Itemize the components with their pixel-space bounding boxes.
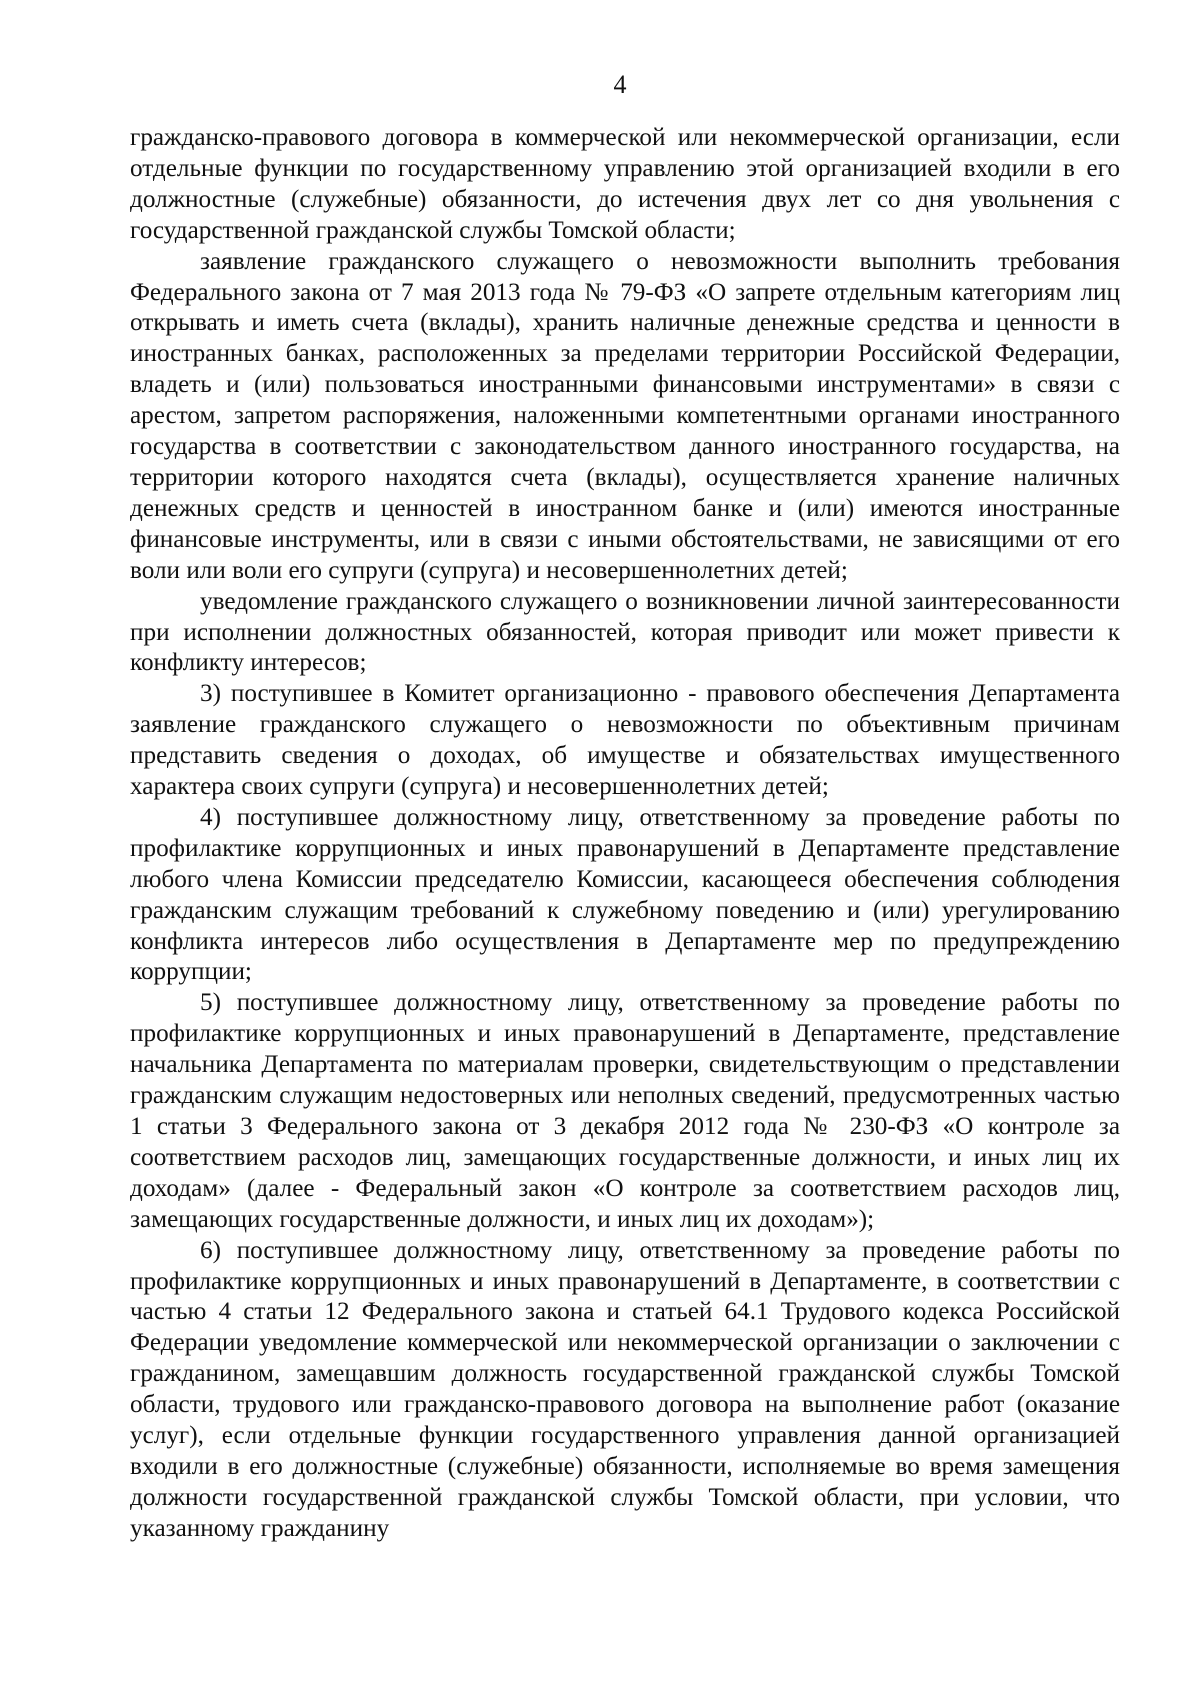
document-body (130, 123, 1120, 1545)
paragraph-notification-conflict: уведомление гражданского служащего о возникновении личной заинтересованности при исполнении должностных обязанностей, которая приводит или может привести к конфликту интересов; (130, 587, 1120, 677)
paragraph-item-4: 4) поступившее должностному лицу, ответственному за проведение работы по профилактике коррупционных и иных правонарушений в Департаменте представление любого члена Комиссии председателю Комиссии, касающееся обеспечения соблюдения гражданским служащим требований к служебному поведению и (или) урегулированию конфликта интересов либо осуществления в Департаменте мер по предупреждению коррупции; (130, 803, 1120, 986)
paragraph-continuation: гражданско-правового договора в коммерческой или некоммерческой организации, если отдельные функции по государственному управлению этой организацией входили в его должностные (служебные) обязанности, до истечения двух лет со дня увольнения с государственной гражданской службы Томской области; (130, 124, 1120, 244)
paragraph-item-6: 6) поступившее должностному лицу, ответственному за проведение работы по профилактике коррупционных и иных правонарушений в Департаменте, в соответствии с частью 4 статьи 12 Федерального закона и статьей 64.1 Трудового кодекса Российской Федерации уведомление коммерческой или некоммерческой организации о заключении с гражданином, замещавшим должность государственной гражданской службы Томской области, трудового или гражданско-правового договора на выполнение работ (оказание услуг), если отдельные функции государственного управления данной организацией входили в его должностные (служебные) обязанности, исполняемые во время замещения должности государственной гражданской службы Томской области, при условии, что указанному гражданину (130, 1236, 1120, 1542)
paragraph-item-3: 3) поступившее в Комитет организационно - правового обеспечения Департамента заявление гражданского служащего о невозможности по объективным причинам представить сведения о доходах, об имуществе и обязательствах имущественного характера своих супруги (супруга) и несовершеннолетних детей; (130, 680, 1120, 801)
paragraph-item-5: 5) поступившее должностному лицу, ответственному за проведение работы по профилактике коррупционных и иных правонарушений в Департаменте, представление начальника Департамента по материалам проверки, свидетельствующим о представлении гражданским служащим недостоверных или неполных сведений, предусмотренных частью 1 статьи 3 Федерального закона от 3 декабря 2012 года № 230-ФЗ «О контроле за соответствием расходов лиц, замещающих государственные должности, и иных лиц их доходам» (далее - Федеральный закон «О контроле за соответствием расходов лиц, замещающих государственные должности, и иных лиц их доходам»); (130, 989, 1120, 1233)
page-number: 4 (613, 70, 627, 99)
paragraph-application-79fz: заявление гражданского служащего о невозможности выполнить требования Федерального закона от 7 мая 2013 года № 79-ФЗ «О запрете отдельным категориям лиц открывать и иметь счета (вклады), хранить наличные денежные средства и ценности в иностранных банках, расположенных за пределами территории Российской Федерации, владеть и (или) пользоваться иностранными финансовыми инструментами» в связи с арестом, запретом распоряжения, наложенными компетентными органами иностранного государства в соответствии с законодательством данного иностранного государства, на территории которого находятся счета (вклады), осуществляется хранение наличных денежных средств и ценностей в иностранном банке и (или) имеются иностранные финансовые инструменты, или в связи с иными обстоятельствами, не зависящими от его воли или воли его супруги (супруга) и несовершеннолетних детей; (130, 247, 1120, 584)
